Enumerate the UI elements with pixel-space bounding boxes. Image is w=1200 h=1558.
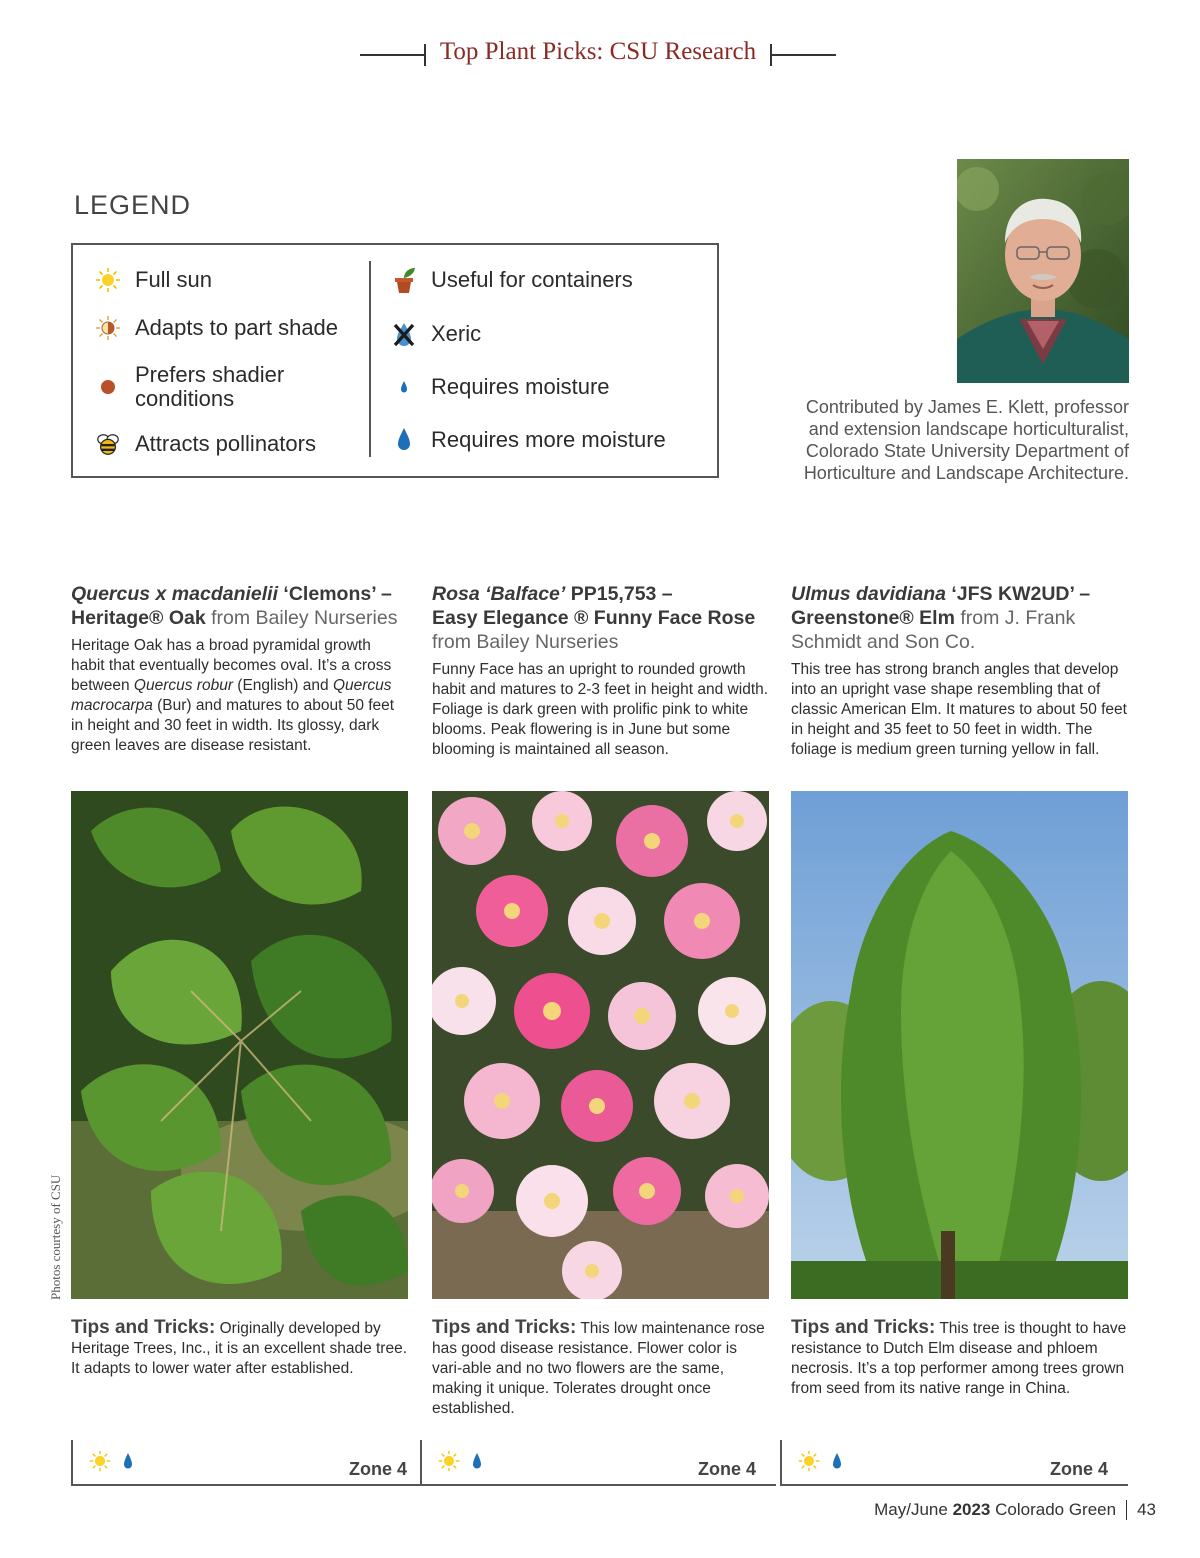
- legend-title: LEGEND: [74, 190, 192, 220]
- plant-funny-face-rose: [432, 582, 769, 760]
- rose-flowers-photo: [432, 791, 769, 1299]
- footer-separator: [1126, 1500, 1127, 1520]
- plant-icons: [798, 1450, 844, 1477]
- small-drop-icon: [391, 374, 417, 400]
- part-shade-icon: [95, 315, 121, 341]
- sun-icon: [438, 1450, 460, 1477]
- legend-item-xeric: [391, 321, 481, 347]
- photo-credit: Photos courtesy of CSU: [48, 1174, 63, 1300]
- plant-title: Ulmus davidiana ‘JFS KW2UD’ – Greenstone® Elm from J. Frank Schmidt and Son Co.: [791, 583, 1091, 653]
- section-title: Top Plant Picks: CSU Research: [439, 38, 757, 65]
- zone-label: Zone 4: [697, 1459, 756, 1479]
- legend-box: [71, 243, 719, 478]
- large-drop-icon: [391, 427, 417, 453]
- legend-item-part-shade: [95, 315, 338, 341]
- plant-heritage-oak: [71, 582, 408, 756]
- sun-icon: [89, 1450, 111, 1477]
- legend-item-shade: [95, 363, 284, 411]
- plant-tips: Tips and Tricks: This low maintenance rose has good disease resistance. Flower color is vari-able and no two flowers are the same, making it unique. Tolerates drought once established.: [432, 1317, 765, 1417]
- elm-tree-photo: [791, 791, 1128, 1299]
- contributor-caption: Contributed by James E. Klett, professor and extension landscape horticulturalist, Colorado State University Department of Horticulture and Landscape Architecture.: [803, 397, 1129, 483]
- legend-label: Adapts to part shade: [135, 315, 339, 340]
- zone-label: Zone 4: [348, 1459, 407, 1479]
- plant-zone-bar: [780, 1440, 1128, 1486]
- plant-zone-bar: [420, 1440, 776, 1486]
- legend-label: Full sun: [135, 267, 213, 292]
- legend-item-full-sun: [95, 267, 212, 293]
- plant-description: Funny Face has an upright to rounded growth habit and matures to 2-3 feet in height and width. Foliage is dark green with prolific pink to white blooms. Peak flowering is in June but some blooming is maintained all season.: [432, 661, 769, 758]
- small-drop-icon: [470, 1450, 484, 1477]
- sun-icon: [95, 267, 121, 293]
- plant-title: Quercus x macdanielii ‘Clemons’ – Heritage® Oak from Bailey Nurseries: [71, 583, 398, 629]
- legend-item-containers: [391, 267, 633, 293]
- legend-label: Requires moisture: [431, 374, 610, 399]
- header-rule-right: [772, 54, 836, 56]
- xeric-icon: [391, 321, 417, 347]
- small-drop-icon: [830, 1450, 844, 1477]
- legend-divider: [369, 261, 371, 457]
- plant-icons: [89, 1450, 135, 1477]
- plant-icons: [438, 1450, 484, 1477]
- plant-greenstone-elm: [791, 582, 1128, 760]
- legend-label: Prefers shadier conditions: [135, 362, 285, 411]
- plant-tips: Tips and Tricks: Originally developed by Heritage Trees, Inc., it is an excellent shade tree. It adapts to lower water after established.: [71, 1317, 408, 1377]
- page-footer: [874, 1500, 1156, 1520]
- small-drop-icon: [121, 1450, 135, 1477]
- zone-label: Zone 4: [1049, 1459, 1108, 1479]
- legend-item-more-moisture: [391, 427, 666, 453]
- container-pot-icon: [391, 267, 417, 293]
- section-header: [360, 38, 836, 72]
- plant-description: Heritage Oak has a broad pyramidal growth habit that eventually becomes oval. It’s a cross between Quercus robur (English) and Quercus macrocarpa (Bur) and matures to about 50 feet in height and 30 feet in width. Its glossy, dark green leaves are disease resistant.: [71, 637, 395, 754]
- oak-leaves-photo: [71, 791, 408, 1299]
- plant-description: This tree has strong branch angles that develop into an upright vase shape resembling that of classic American Elm. It matures to about 50 feet in height and 35 feet to 50 feet in width. The foliage is medium green turning yellow in fall.: [791, 661, 1127, 758]
- plant-zone-bar: [71, 1440, 427, 1486]
- contributor-portrait: [957, 159, 1129, 383]
- legend-label: Xeric: [431, 321, 482, 346]
- sun-icon: [798, 1450, 820, 1477]
- issue-label: May/June 2023 Colorado Green: [874, 1500, 1117, 1519]
- legend-label: Attracts pollinators: [135, 431, 316, 456]
- shade-icon: [95, 374, 121, 400]
- legend-item-pollinators: [95, 431, 316, 457]
- plant-title: Rosa ‘Balface’ PP15,753 – Easy Elegance ® Funny Face Rose from Bailey Nurseries: [432, 583, 756, 653]
- legend-label: Useful for containers: [431, 267, 633, 292]
- bee-icon: [95, 431, 121, 457]
- legend-item-moisture: [391, 374, 610, 400]
- plant-tips: Tips and Tricks: This tree is thought to have resistance to Dutch Elm disease and phloem necrosis. It’s a top performer among trees grown from seed from its native range in China.: [791, 1317, 1127, 1397]
- legend-label: Requires more moisture: [431, 427, 666, 452]
- page-number: 43: [1137, 1500, 1156, 1519]
